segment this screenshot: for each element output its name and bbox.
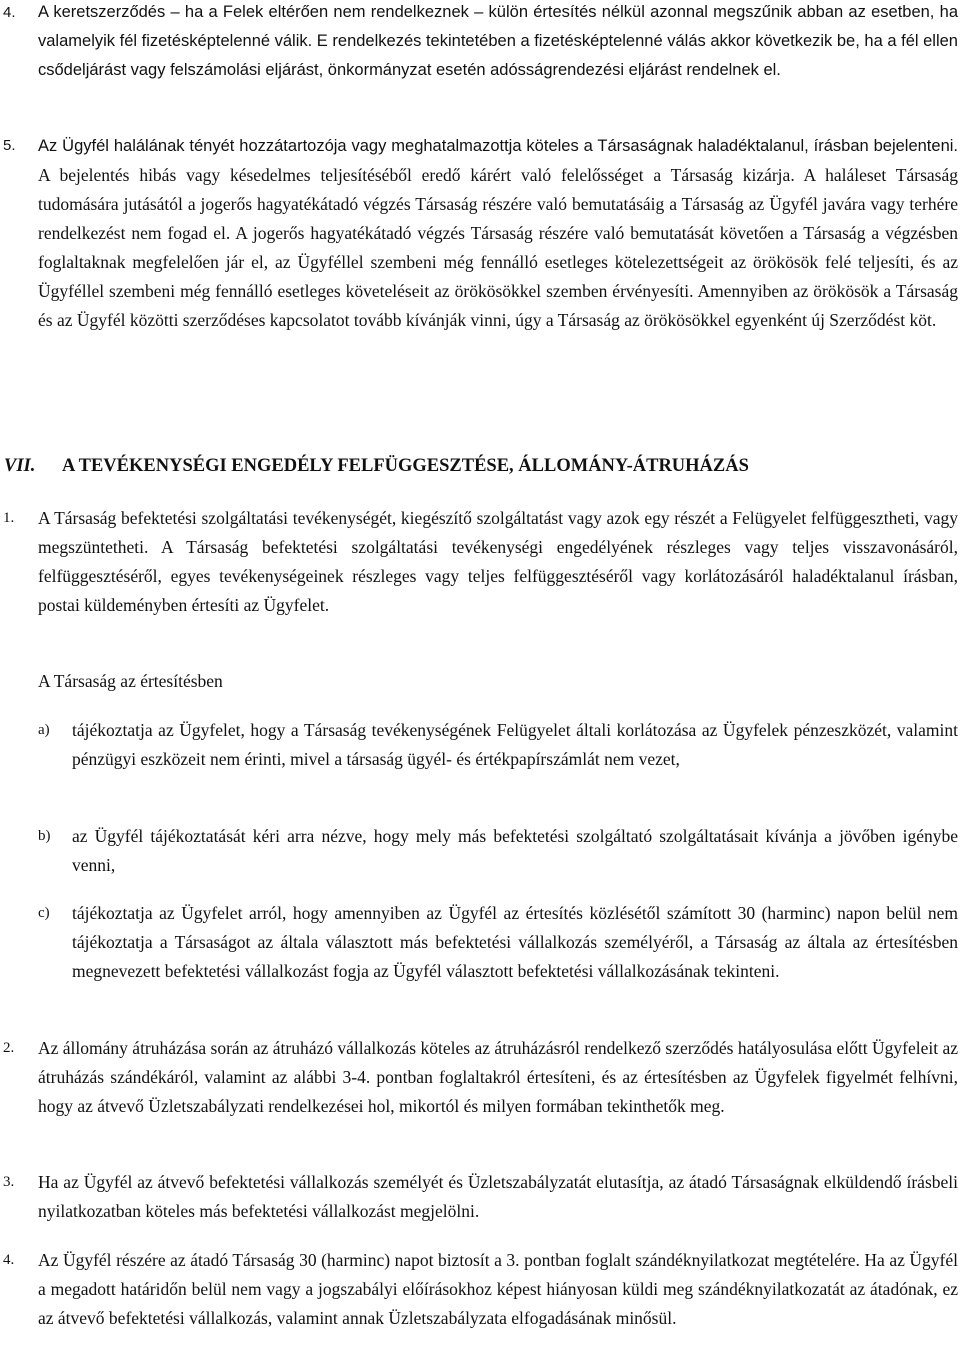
section-5-death-of-client: [0, 131, 958, 335]
paragraph-text: Az állomány átruházása során az átruházó vállalkozás köteles az átruházásról rendelkező szerződés hatályosulása előtt Ügyfeleit az átruházás szándékáról, valamint az alábbi 3-4. pontban foglaltakról értesíteni, és az értesítésben az Ügyfelek figyelmét felhívni, hogy az átvevő Üzletszabályzati rendelkezései hol, mikortól és milyen formában tekinthetők meg.: [38, 1038, 958, 1116]
section-text: [38, 131, 958, 335]
paragraph-1: [0, 504, 958, 620]
notice-intro: A Társaság az értesítésben: [38, 671, 223, 691]
paragraph-text: A Társaság befektetési szolgáltatási tevékenységét, kiegészítő szolgáltatást vagy azok egy részét a Felügyelet felfüggesztheti, vagy megszüntetheti. A Társaság befektetési szolgáltatási tevékenységi engedélyének részleges vagy teljes visszavonásáról, felfüggesztéséről, egyes tevékenységeinek részleges vagy teljes felfüggesztéséről vagy korlátozásáról haladéktalanul írásban, postai küldeményben értesíti az Ügyfelet.: [38, 508, 958, 615]
section-4-termination: [0, 0, 958, 85]
paragraph-text: Az Ügyfél részére az átadó Társaság 30 (harminc) napot biztosít a 3. pontban foglalt szándéknyilatkozat megtételére. Ha az Ügyfél a megadott határidőn belül nem vagy a jogszabályi előírásokhoz képest hiányosan küldi meg szándéknyilatkozatát az átadónak, ez az átvevő befektetési vállalkozás, valamint annak Üzletszabályzata elfogadásának minősül.: [38, 1250, 958, 1328]
list-text: tájékoztatja az Ügyfelet, hogy a Társaság tevékenységének Felügyelet általi korlátozása az Ügyfelek pénzeszközét, valamint pénzügyi eszközeit nem érinti, mivel a társaság ügyél- és értékpapírszámlát nem vezet,: [72, 720, 958, 769]
chapter-title: A TEVÉKENYSÉGI ENGEDÉLY FELFÜGGESZTÉSE, ÁLLOMÁNY-ÁTRUHÁZÁS: [62, 456, 749, 476]
paragraph-2: [0, 1034, 958, 1121]
section-text-serif: A bejelentés hibás vagy késedelmes teljesítéséből eredő kárért való felelősséget a Társaság kizárja. A haláleset Társaság tudomására jutásától a jogerős hagyatékátadó végzés Társaság részére való bemutatásáig a Társaság az Ügyfél javára vagy terhére rendelkezést nem fogad el. A jogerős hagyatékátadó végzés Társaság részére való bemutatását követően a Társaság a végzésben foglaltaknak megfelelően jár el, az Ügyféllel szembeni még fennálló esetleges kötelezettségeit az örökösök felé teljesíti, és az Ügyféllel szembeni még fennálló esetleges követeléseit az örökösökkel szemben érvényesíti. Amennyiben az örökösök a Társaság és az Ügyfél közötti szerződéses kapcsolatot tovább kívánják vinni, úgy a Társaság az örökösökkel egyenként új Szerződést köt.: [38, 165, 958, 330]
list-letter: a): [38, 722, 50, 738]
list-text: tájékoztatja az Ügyfelet arról, hogy amennyiben az Ügyfél az értesítés közlésétől számított 30 (harminc) napon belül nem tájékoztatja a Társaságot az általa választott más befektetési vállalkozás személyéről, a Társaság az általa az értesítésben megnevezett befektetési vállalkozást fogja az Ügyfél választott befektetési vállalkozásának tekinteni.: [72, 903, 958, 981]
paragraph-3: [0, 1168, 958, 1226]
list-item-a: [0, 716, 958, 774]
section-text: A keretszerződés – ha a Felek eltérően nem rendelkeznek – külön értesítés nélkül azonnal megszűnik abban az esetben, ha valamelyik fél fizetésképtelenné válik. E rendelkezés tekintetében a fizetésképtelenné válás akkor következik be, ha a fél ellen csődeljárást vagy felszámolási eljárást, önkormányzat esetén adósságrendezési eljárást rendelnek el.: [38, 3, 958, 79]
list-text: az Ügyfél tájékoztatását kéri arra nézve, hogy mely más befektetési szolgáltató szolgáltatásait kívánja a jövőben igénybe venni,: [72, 826, 958, 875]
list-item-b: [0, 822, 958, 880]
paragraph-number: 1.: [3, 510, 15, 526]
section-text-sans: Az Ügyfél halálának tényét hozzátartozója vagy meghatalmazottja köteles a Társaságnak haladéktalanul, írásban bejelenteni.: [38, 137, 958, 155]
chapter-heading: [4, 452, 749, 481]
paragraph-4: [0, 1246, 958, 1333]
list-item-c: [0, 899, 958, 986]
section-number: 5.: [3, 137, 16, 154]
section-number: 4.: [3, 4, 16, 21]
paragraph-number: 3.: [3, 1174, 15, 1190]
paragraph-text: Ha az Ügyfél az átvevő befektetési vállalkozás személyét és Üzletszabályzatát elutasítja, az átadó Társaságnak elküldendő írásbeli nyilatkozatban köteles más befektetési vállalkozást megjelölni.: [38, 1172, 958, 1221]
chapter-number: VII.: [4, 456, 36, 476]
list-letter: b): [38, 828, 51, 844]
list-letter: c): [38, 905, 50, 921]
paragraph-number: 2.: [3, 1040, 15, 1056]
paragraph-number: 4.: [3, 1252, 15, 1268]
